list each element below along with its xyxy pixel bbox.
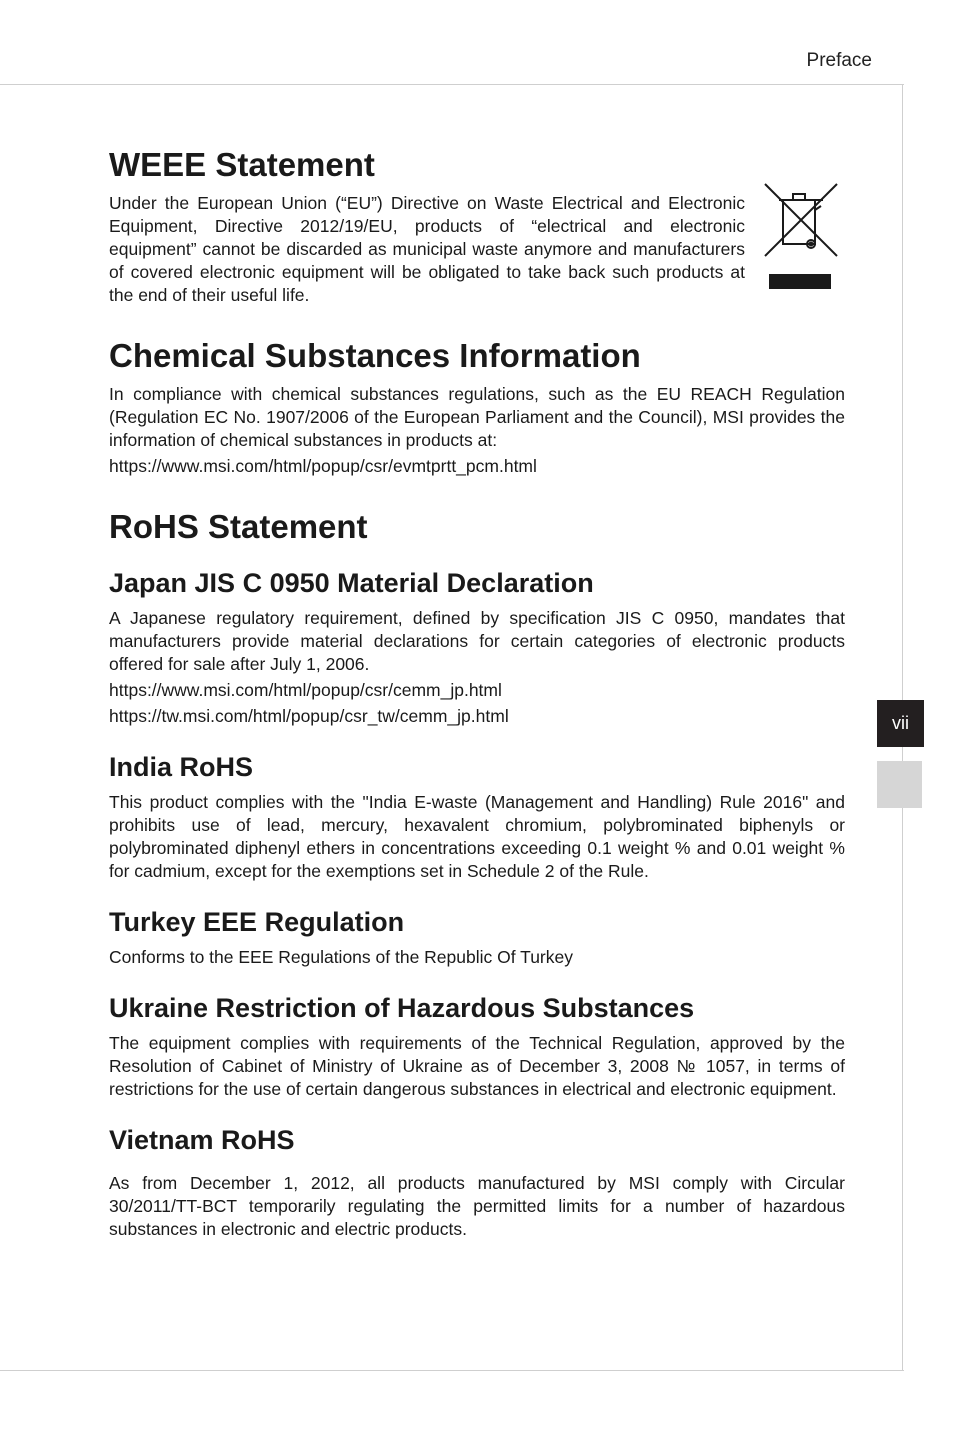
page-frame-top-rule <box>0 84 904 85</box>
japan-link-tw[interactable]: https://tw.msi.com/html/popup/csr_tw/cemm_jp.html <box>109 705 509 726</box>
page-number-tab: vii <box>877 700 924 747</box>
india-section <box>109 752 845 883</box>
turkey-body: Conforms to the EEE Regulations of the Republic Of Turkey <box>109 946 573 967</box>
crossed-out-wheelie-bin-icon <box>763 182 839 290</box>
weee-title: WEEE Statement <box>109 146 375 183</box>
weee-body: Under the European Union (“EU”) Directive on Waste Electrical and Electronic Equipment, Directive 2012/19/EU, products of “electrical and electronic equipment” cannot be discarded as municipal waste anymore and manufacturers of covered electronic equipment will be obligated to take back such products at the end of their useful life. <box>109 192 745 305</box>
chemical-body: In compliance with chemical substances regulations, such as the EU REACH Regulation (Regulation EC No. 1907/2006 of the European Parliament and the Council), MSI provides the information of chemical substances in products at: <box>109 383 845 450</box>
rohs-section <box>109 508 845 546</box>
chemical-section <box>109 337 845 478</box>
page-content <box>109 146 845 1267</box>
page-side-marker <box>877 761 922 808</box>
vietnam-section <box>109 1125 845 1241</box>
chemical-link[interactable]: https://www.msi.com/html/popup/csr/evmtprtt_pcm.html <box>109 455 537 476</box>
japan-link-msi[interactable]: https://www.msi.com/html/popup/csr/cemm_jp.html <box>109 679 502 700</box>
vietnam-body: As from December 1, 2012, all products manufactured by MSI comply with Circular 30/2011/TT-BCT temporarily regulating the permitted limits for a number of hazardous substances in electronic and electric products. <box>109 1173 845 1240</box>
page-frame-bottom-rule <box>0 1370 904 1371</box>
turkey-section <box>109 907 845 969</box>
running-header: Preface <box>806 50 872 71</box>
turkey-title: Turkey EEE Regulation <box>109 906 405 937</box>
india-title: India RoHS <box>109 751 254 782</box>
vietnam-title: Vietnam RoHS <box>109 1125 295 1155</box>
india-body: This product complies with the "India E-waste (Management and Handling) Rule 2016" and prohibits use of lead, mercury, hexavalent chromium, polybrominated biphenyls or polybrominated diphenyl ethers in concentrations exceeding 0.1 weight % and 0.01 weight % for cadmium, except for the exemptions set in Schedule 2 of the Rule. <box>109 791 845 881</box>
japan-body: A Japanese regulatory requirement, defined by specification JIS C 0950, mandates that manufacturers provide material declarations for certain categories of electronic products offered for sale after July 1, 2006. <box>109 607 845 674</box>
chemical-title: Chemical Substances Information <box>109 336 641 374</box>
japan-section <box>109 568 845 728</box>
ukraine-title: Ukraine Restriction of Hazardous Substances <box>109 992 695 1023</box>
weee-section <box>109 146 845 307</box>
ukraine-section <box>109 993 845 1101</box>
ukraine-body: The equipment complies with requirements of the Technical Regulation, approved by the Resolution of Cabinet of Ministry of Ukraine as of December 3, 2008 № 1057, in terms of restrictions for the use of certain dangerous substances in electrical and electronic equipment. <box>109 1033 845 1099</box>
japan-title: Japan JIS C 0950 Material Declaration <box>109 567 594 598</box>
rohs-title: RoHS Statement <box>109 507 368 545</box>
